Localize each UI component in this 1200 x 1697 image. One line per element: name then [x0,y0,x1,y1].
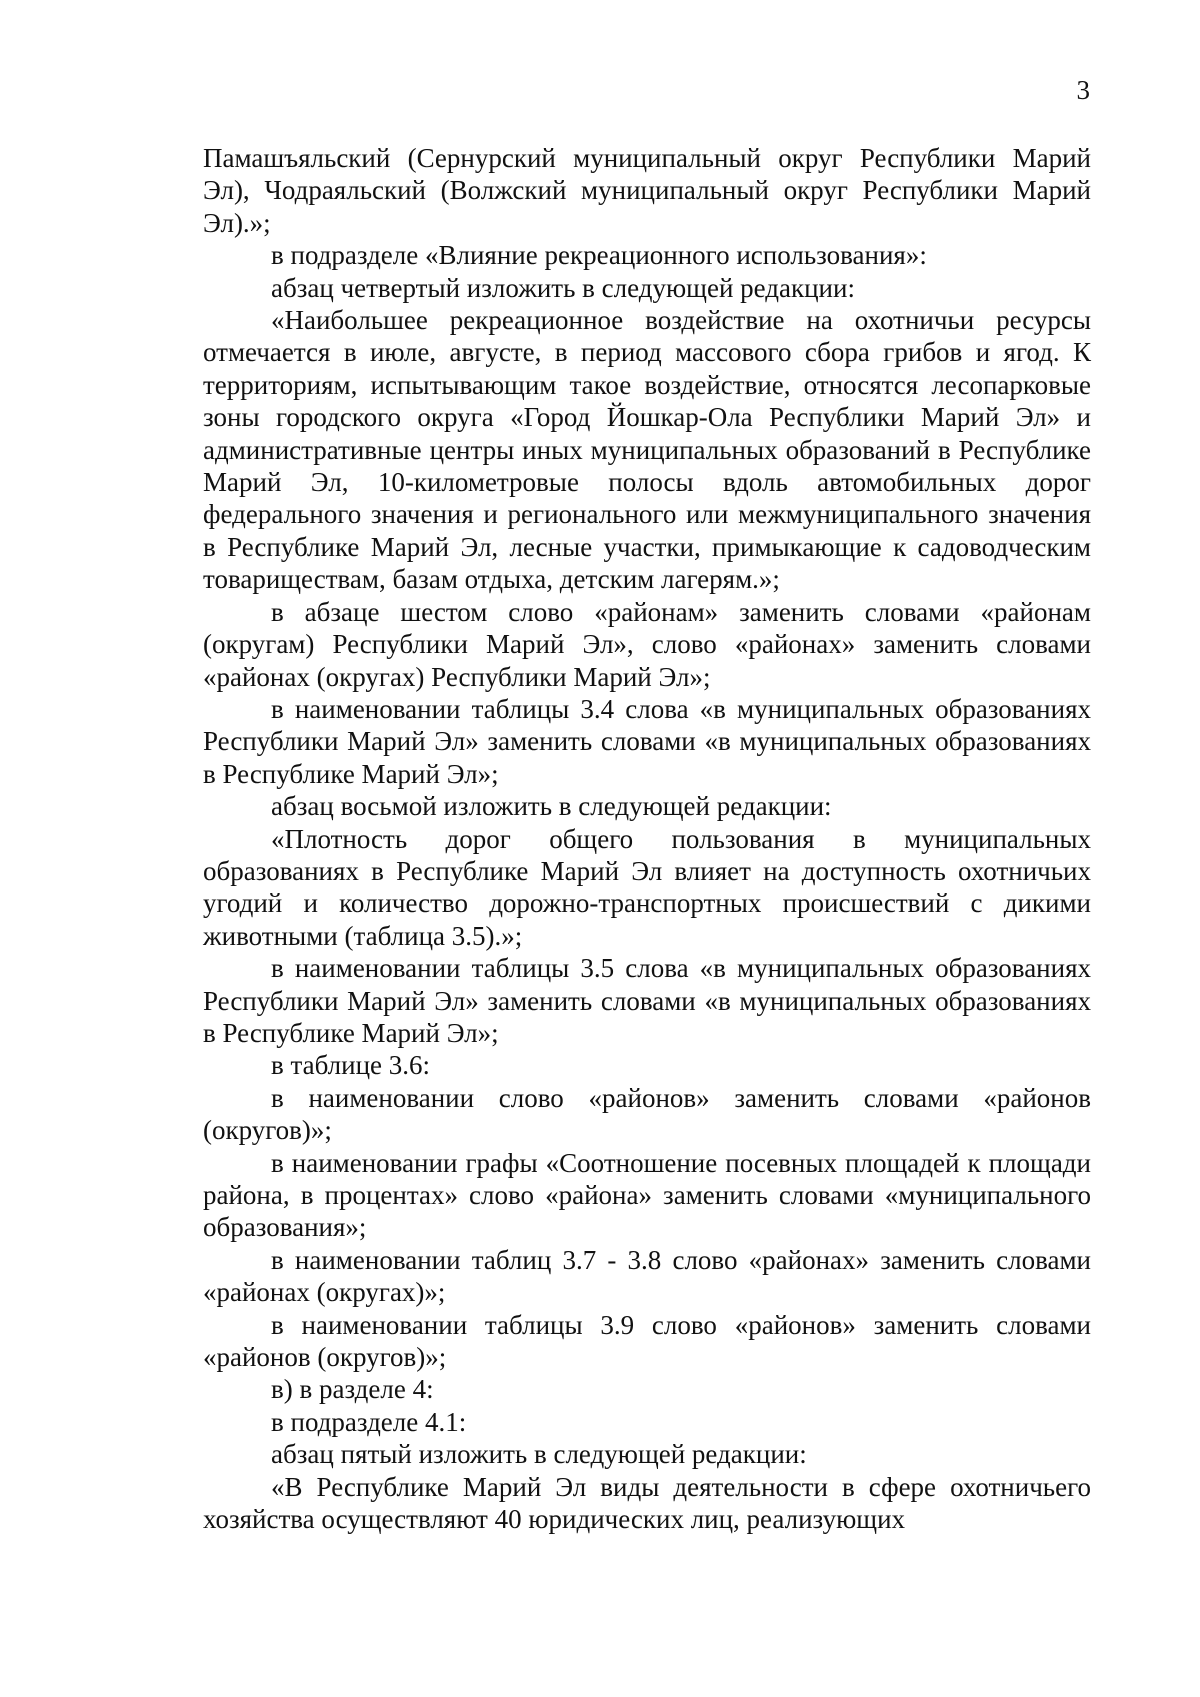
paragraph-12: в наименовании графы «Соотношение посевных площадей к площади района, в процентах» слово «района» заменить словами «муниципального образования»; [203,1147,1091,1243]
page-number: 3 [1076,75,1090,105]
paragraph-4: «Наибольшее рекреационное воздействие на охотничьи ресурсы отмечается в июле, августе, в период массового сбора грибов и ягод. К территориям, испытывающим такое воздействие, относятся лесопарковые зоны городского округа «Город Йошкар-Ола Республики Марий Эл» и административные центры иных муниципальных образований в Республике Марий Эл, 10-километровые полосы вдоль автомобильных дорог федерального значения и регионального или межмуниципального значения в Республике Марий Эл, лесные участки, примыкающие к садоводческим товариществам, базам отдыха, детским лагерям.»; [203,305,1091,595]
paragraph-11: в наименовании слово «районов» заменить словами «районов (округов)»; [203,1082,1091,1146]
paragraph-15: в) в разделе 4: [271,1374,434,1405]
paragraph-5: в абзаце шестом слово «районам» заменить словами «районам (округам) Республики Марий Эл», слово «районах» заменить словами «районах (округах) Республики Марий Эл»; [203,596,1091,692]
paragraph-8: «Плотность дорог общего пользования в муниципальных образованиях в Республике Марий Эл влияет на доступность охотничьих угодий и количество дорожно-транспортных происшествий с дикими животными (таблица 3.5).»; [203,823,1091,951]
document-body [203,142,1091,1535]
paragraph-17: абзац пятый изложить в следующей редакции: [271,1439,807,1470]
paragraph-14: в наименовании таблицы 3.9 слово «районов» заменить словами «районов (округов)»; [203,1309,1091,1373]
paragraph-16: в подразделе 4.1: [271,1406,467,1437]
paragraph-10: в таблице 3.6: [271,1050,431,1081]
paragraph-7: абзац восьмой изложить в следующей редакции: [271,791,832,822]
paragraph-2: в подразделе «Влияние рекреационного использования»: [271,240,927,271]
paragraph-6: в наименовании таблицы 3.4 слова «в муниципальных образованиях Республики Марий Эл» заменить словами «в муниципальных образованиях в Республике Марий Эл»; [203,693,1091,789]
paragraph-1: Памашъяльский (Сернурский муниципальный округ Республики Марий Эл), Чодраяльский (Волжский муниципальный округ Республики Марий Эл).»; [203,143,1091,238]
paragraph-3: абзац четвертый изложить в следующей редакции: [271,272,855,303]
paragraph-13: в наименовании таблиц 3.7 - 3.8 слово «районах» заменить словами «районах (округах)»; [203,1244,1091,1308]
paragraph-18: «В Республике Марий Эл виды деятельности в сфере охотничьего хозяйства осуществляют 40 юридических лиц, реализующих [203,1471,1091,1535]
paragraph-9: в наименовании таблицы 3.5 слова «в муниципальных образованиях Республики Марий Эл» заменить словами «в муниципальных образованиях в Республике Марий Эл»; [203,953,1091,1048]
